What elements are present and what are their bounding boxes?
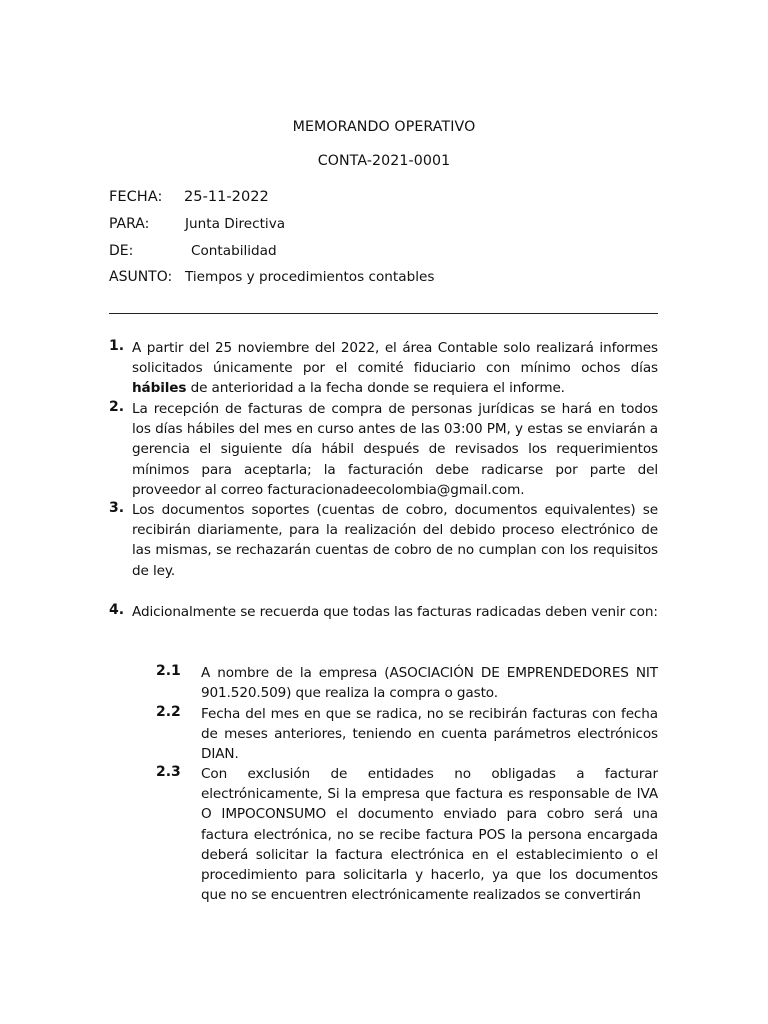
subitem-text: Con exclusión de entidades no obligadas a facturar electrónicamente, Si la empresa que factura es responsable de IVA O IMPOCONSUMO el documento enviado para cobro será una factura electrónica, no se recibe factura POS la persona encargada deberá solicitar la factura electrónica en el establecimiento o el procedimiento para solicitarla y hacerlo, ya que los documentos que no se encuentren electrónicamente realizados se convertirán <box>201 766 658 904</box>
document-code: CONTA-2021-0001 <box>317 153 451 169</box>
de-label: DE: <box>109 243 134 259</box>
item-text: Los documentos soportes (cuentas de cobro, documentos equivalentes) se recibirán diariamente, para la realización del debido proceso electrónico de las mismas, se rechazarán cuentas de cobro de no cumplan con los requisitos de ley. <box>132 502 658 579</box>
item-number: 4. <box>109 602 125 618</box>
fecha-value: 25-11-2022 <box>184 188 269 205</box>
item-number: 2. <box>109 399 125 415</box>
de-value: Contabilidad <box>191 243 277 259</box>
subitem-text: Fecha del mes en que se radica, no se recibirán facturas con fecha de meses anteriores, teniendo en cuenta parámetros electrónicos DIAN. <box>201 706 658 763</box>
header-divider <box>109 313 658 314</box>
item-text <box>132 338 658 399</box>
item-text-part: de anterioridad a la fecha donde se requiera el informe. <box>186 380 565 397</box>
asunto-value: Tiempos y procedimientos contables <box>185 269 435 285</box>
subitem-number: 2.3 <box>156 764 181 780</box>
header-asunto-row <box>109 269 435 285</box>
fecha-label: FECHA: <box>109 188 163 205</box>
header-para-row <box>109 216 286 232</box>
item-bold-word: hábiles <box>132 380 187 397</box>
item-number: 3. <box>109 500 125 516</box>
asunto-label: ASUNTO: <box>109 269 173 285</box>
list-item <box>109 602 658 622</box>
para-value: Junta Directiva <box>185 216 286 232</box>
item-text-part: A partir del 25 noviembre del 2022, el área Contable solo realizará informes solicitados únicamente por el comité fiduciario con mínimo ochos días <box>132 340 658 377</box>
header-fecha-row <box>109 188 269 205</box>
sub-list-item <box>156 704 658 765</box>
sub-list-item <box>156 663 658 703</box>
item-text: La recepción de facturas de compra de personas jurídicas se hará en todos los días hábiles del mes en curso antes de las 03:00 PM, y estas se enviarán a gerencia el siguiente día hábil después de revisados los requerimientos mínimos para aceptarla; la facturación debe radicarse por parte del proveedor al correo facturacionadeecolombia@gmail.com. <box>132 401 658 498</box>
item-text: Adicionalmente se recuerda que todas las facturas radicadas deben venir con: <box>132 604 658 620</box>
item-number: 1. <box>109 338 125 354</box>
subitem-text: A nombre de la empresa (ASOCIACIÓN DE EMPRENDEDORES NIT 901.520.509) que realiza la compra o gasto. <box>201 665 658 702</box>
subitem-number: 2.2 <box>156 704 181 720</box>
header-de-row <box>109 243 277 259</box>
list-item <box>109 338 658 399</box>
list-item <box>109 500 658 581</box>
sub-list-item <box>156 764 658 905</box>
para-label: PARA: <box>109 216 150 232</box>
subitem-number: 2.1 <box>156 663 181 679</box>
list-item <box>109 399 658 500</box>
document-title: MEMORANDO OPERATIVO <box>292 119 476 135</box>
